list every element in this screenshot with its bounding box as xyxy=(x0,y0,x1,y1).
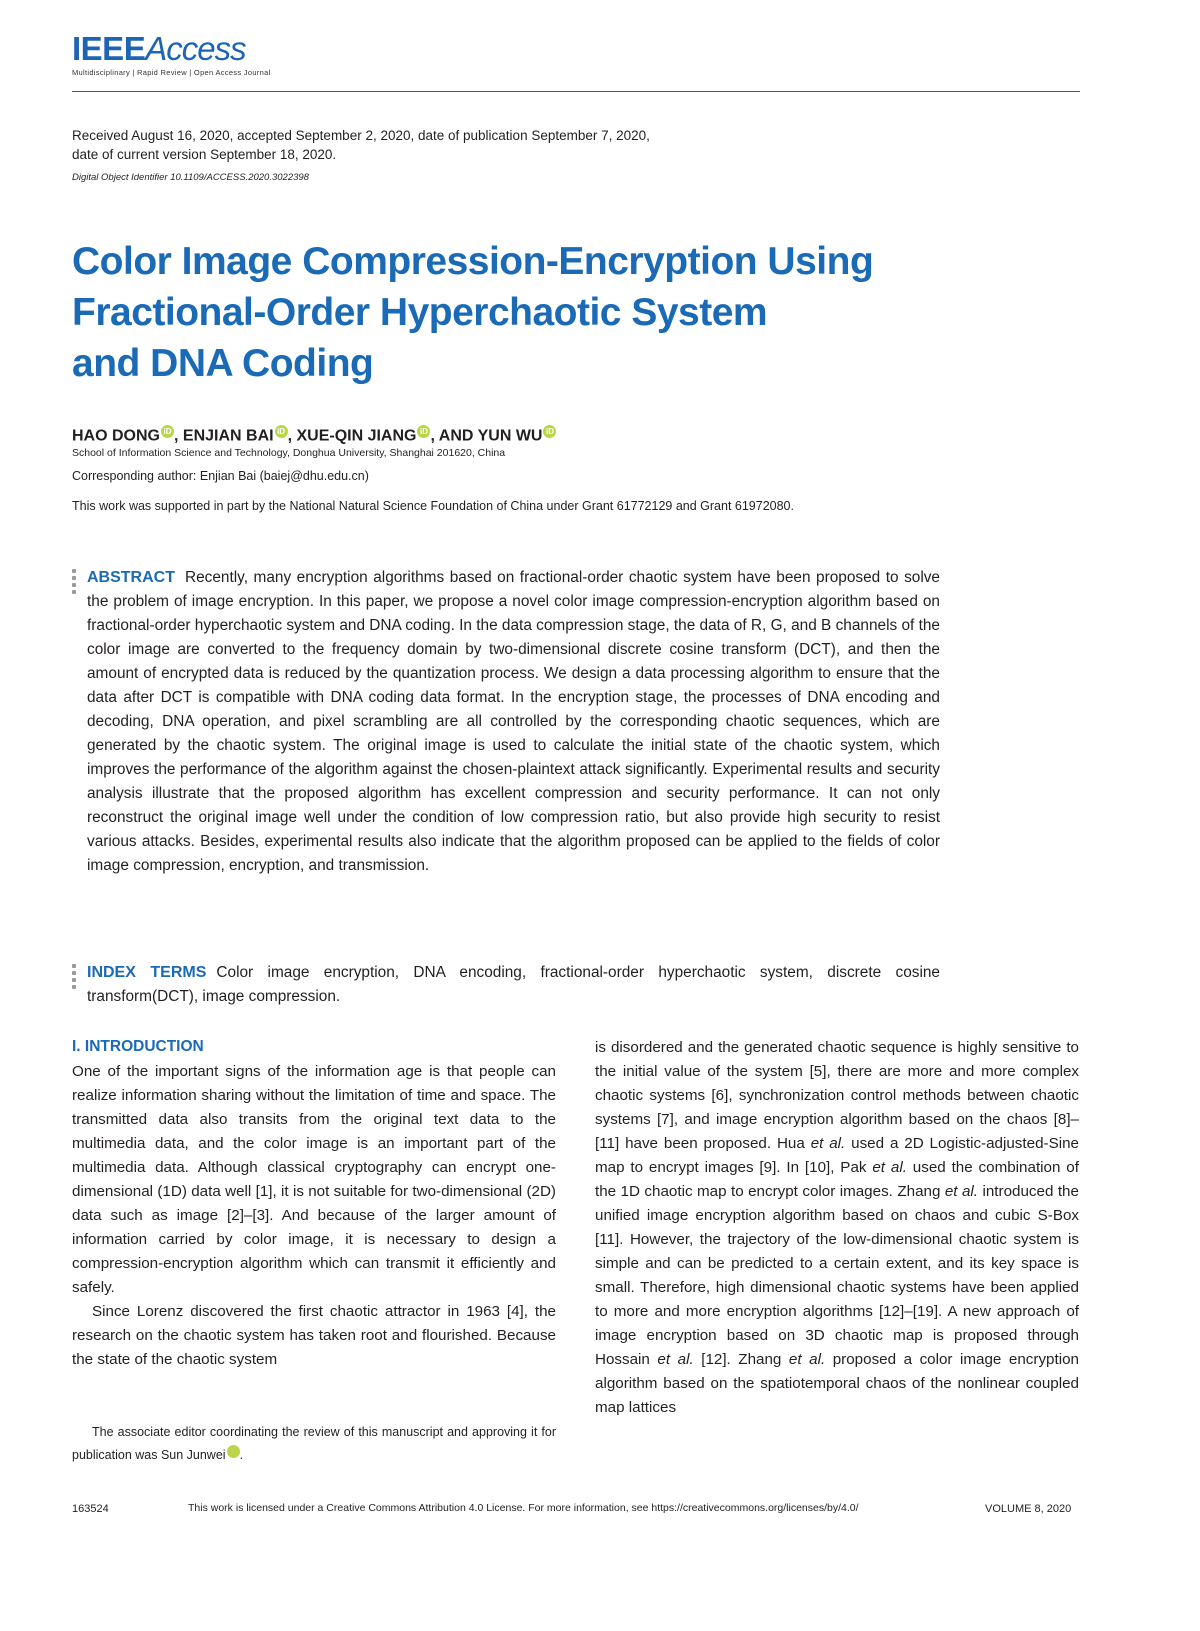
title-line-2: Fractional-Order Hyperchaotic System xyxy=(72,291,768,334)
section-heading-introduction: I. INTRODUCTION xyxy=(72,1038,204,1055)
text-run: used the combination of the 1D chaotic map to encrypt color images. Zhang xyxy=(595,1159,1079,1200)
author-list xyxy=(72,425,556,445)
volume-info: VOLUME 8, 2020 xyxy=(985,1503,1072,1515)
text-run: proposed a color image encryption algorithm based on the spatiotemporal chaos of the nonlinear coupled map lattices xyxy=(595,1351,1079,1416)
logo-ieee: IEEE xyxy=(72,30,146,67)
intro-paragraph-3 xyxy=(595,1036,1079,1420)
orcid-icon[interactable]: iD xyxy=(543,425,556,438)
orcid-icon[interactable]: iD xyxy=(275,425,288,438)
editor-footnote xyxy=(72,1421,556,1467)
author-1: HAO DONG xyxy=(72,427,160,445)
abstract-text: Recently, many encryption algorithms based on fractional-order chaotic system have been proposed to solve the problem of image encryption. In this paper, we propose a novel color image compression-encryption algorithm based on fractional-order hyperchaotic system and DNA coding. In the data compression stage, the data of R, G, and B channels of the color image are converted to the frequency domain by two-dimensional discrete cosine transform (DCT), and then the amount of encrypted data is reduced by the quantization process. We design a data processing algorithm to ensure that the data after DCT is compatible with DNA coding data format. In the encryption stage, the processes of DNA encoding and decoding, DNA operation, and pixel scrambling are all controlled by the corresponding chaotic sequences, which are generated by the chaotic system. The original image is used to calculate the initial state of the chaotic system, which improves the performance of the algorithm against the chosen-plaintext attack significantly. Experimental results and security analysis illustrate that the proposed algorithm has excellent compression and security performance. It can not only reconstruct the original image well under the condition of low compression ratio, but also provide high security to resist various attacks. Besides, experimental results also indicate that the algorithm proposed can be applied to the fields of color image compression, encryption, and transmission. xyxy=(87,569,940,874)
abstract xyxy=(87,566,940,878)
logo-tagline: Multidisciplinary | Rapid Review | Open Access Journal xyxy=(72,68,271,77)
doi: Digital Object Identifier 10.1109/ACCESS.2020.3022398 xyxy=(72,172,309,183)
history-line-1: Received August 16, 2020, accepted September 2, 2020, date of publication September 7, 2020, xyxy=(72,128,650,143)
orcid-icon[interactable]: iD xyxy=(227,1445,240,1458)
paper-title xyxy=(72,236,972,389)
intro-paragraph-2: Since Lorenz discovered the first chaotic attractor in 1963 [4], the research on the chaotic system has taken root and flourished. Because the state of the chaotic system xyxy=(72,1303,556,1368)
et-al: et al. xyxy=(788,1351,826,1368)
corresponding-author: Corresponding author: Enjian Bai (baiej@dhu.edu.cn) xyxy=(72,469,369,483)
et-al: et al. xyxy=(872,1159,907,1176)
orcid-icon[interactable]: iD xyxy=(161,425,174,438)
et-al: et al. xyxy=(944,1183,979,1200)
index-terms-label: INDEX TERMS xyxy=(87,964,207,981)
text-run: used a 2D Logistic-adjusted-Sine map to encrypt images [9]. In [10], Pak xyxy=(595,1135,1079,1176)
journal-logo xyxy=(72,30,271,82)
footnote-text: The associate editor coordinating the review of this manuscript and approving it for publication was Sun Junwei xyxy=(72,1425,556,1462)
funding-note: This work was supported in part by the National Natural Science Foundation of China under Grant 61772129 and Grant 61972080. xyxy=(72,499,794,513)
intro-right-column xyxy=(595,1036,1079,1420)
page-number: 163524 xyxy=(72,1503,109,1515)
history-line-2: date of current version September 18, 2020. xyxy=(72,147,337,162)
title-line-1: Color Image Compression-Encryption Using xyxy=(72,240,874,283)
intro-left-column xyxy=(72,1060,556,1372)
affiliation: School of Information Science and Technology, Donghua University, Shanghai 201620, China xyxy=(72,447,506,459)
author-3: , XUE-QIN JIANG xyxy=(287,427,417,445)
index-terms xyxy=(87,961,940,1009)
publication-history xyxy=(72,126,832,164)
author-2: , ENJIAN BAI xyxy=(174,427,274,445)
et-al: et al. xyxy=(810,1135,846,1152)
abstract-label: ABSTRACT xyxy=(87,569,175,586)
footnote-end: . xyxy=(239,1448,244,1462)
author-4: , AND YUN WU xyxy=(430,427,543,445)
intro-paragraph-1: One of the important signs of the information age is that people can realize information sharing without the limitation of time and space. The transmitted data also transits from the original text data to the multimedia data, and the color image is an important part of the multimedia data. Although classical cryptography can encrypt one-dimensional (1D) data well [1], it is not suitable for two-dimensional (2D) data such as image [2]–[3]. And because of the larger amount of information carried by color image, it is necessary to design a compression-encryption algorithm which can transmit it efficiently and safely. xyxy=(72,1063,556,1296)
license-note: This work is licensed under a Creative Commons Attribution 4.0 License. For more information, see https://creativecommons.org/licenses/by/4.0/ xyxy=(188,1502,859,1514)
title-line-3: and DNA Coding xyxy=(72,342,374,385)
abstract-marker-icon xyxy=(72,569,78,597)
et-al: et al. xyxy=(657,1351,694,1368)
text-run: is disordered and the generated chaotic sequence is highly sensitive to the initial value of the system [5], there are more and more complex chaotic systems [6], synchronization control methods between chaotic systems [7], and image encryption algorithm based on the chaos [8]–[11] have been proposed. Hua xyxy=(595,1039,1079,1152)
logo-access: Access xyxy=(145,30,246,67)
index-terms-text: Color image encryption, DNA encoding, fractional-order hyperchaotic system, discrete cosine transform(DCT), image compression. xyxy=(87,964,940,1005)
orcid-icon[interactable]: iD xyxy=(417,425,430,438)
text-run: [12]. Zhang xyxy=(701,1351,782,1368)
text-run: introduced the unified image encryption algorithm based on chaos and cubic S-Box [11]. However, the trajectory of the low-dimensional chaotic system is simple and can be predicted to a certain extent, and its key space is small. Therefore, high dimensional chaotic systems have been applied to more and more encryption algorithms [12]–[19]. A new approach of image encryption based on 3D chaotic map is proposed through Hossain xyxy=(595,1183,1079,1368)
index-terms-marker-icon xyxy=(72,964,78,992)
header-rule xyxy=(72,91,1080,92)
